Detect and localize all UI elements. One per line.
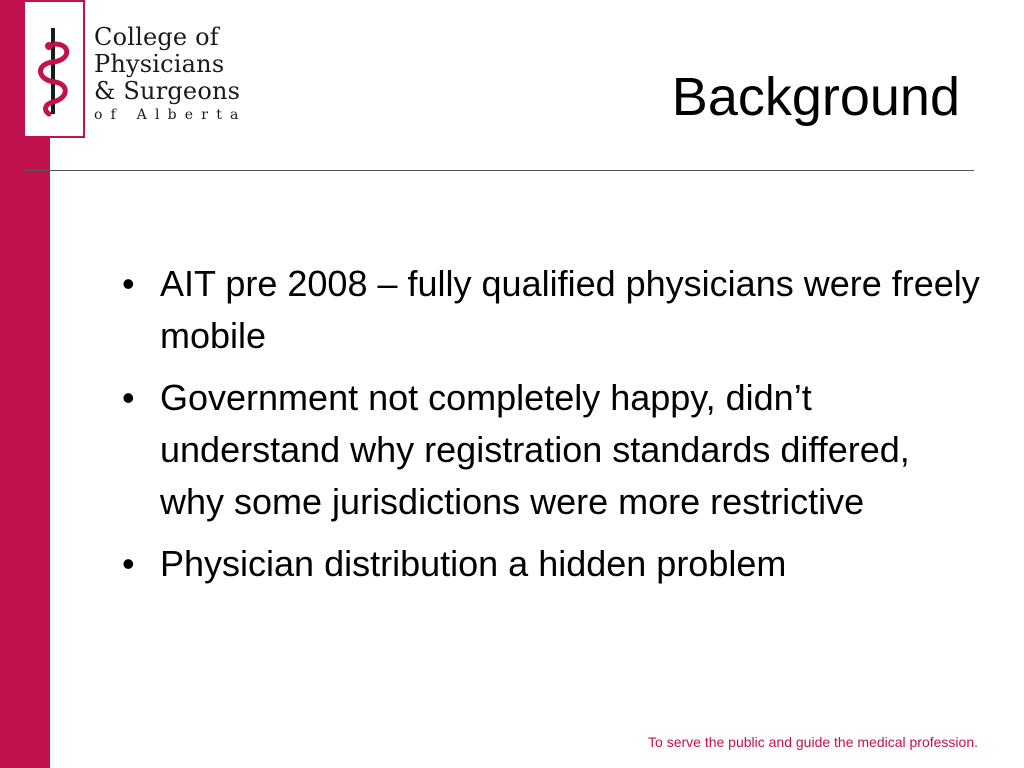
logo-line-1: College of — [94, 23, 219, 51]
footer-tagline: To serve the public and guide the medical profession. — [648, 734, 978, 750]
bullet-glyph: • — [122, 543, 135, 584]
logo-line-3: & Surgeons — [94, 77, 241, 105]
bullet-item — [120, 372, 980, 528]
bullet-text: Government not completely happy, didn’t understand why registration standards differed, why some jurisdictions were more restrictive — [160, 377, 910, 522]
logo-line-2: Physicians — [94, 50, 225, 78]
bullet-item — [120, 258, 980, 362]
bullet-list — [120, 258, 980, 600]
bullet-text: Physician distribution a hidden problem — [160, 543, 787, 584]
logo-emblem — [23, 0, 85, 138]
bullet-text: AIT pre 2008 – fully qualified physicians were freely mobile — [160, 263, 980, 356]
staff-of-asclepius-icon — [25, 2, 83, 136]
bullet-glyph: • — [122, 263, 135, 304]
slide-title: Background — [671, 67, 960, 127]
title-divider — [24, 170, 974, 171]
logo-wordmark — [94, 24, 247, 125]
bullet-item — [120, 538, 980, 590]
logo-line-4: of Alberta — [94, 107, 247, 123]
bullet-glyph: • — [122, 377, 135, 418]
